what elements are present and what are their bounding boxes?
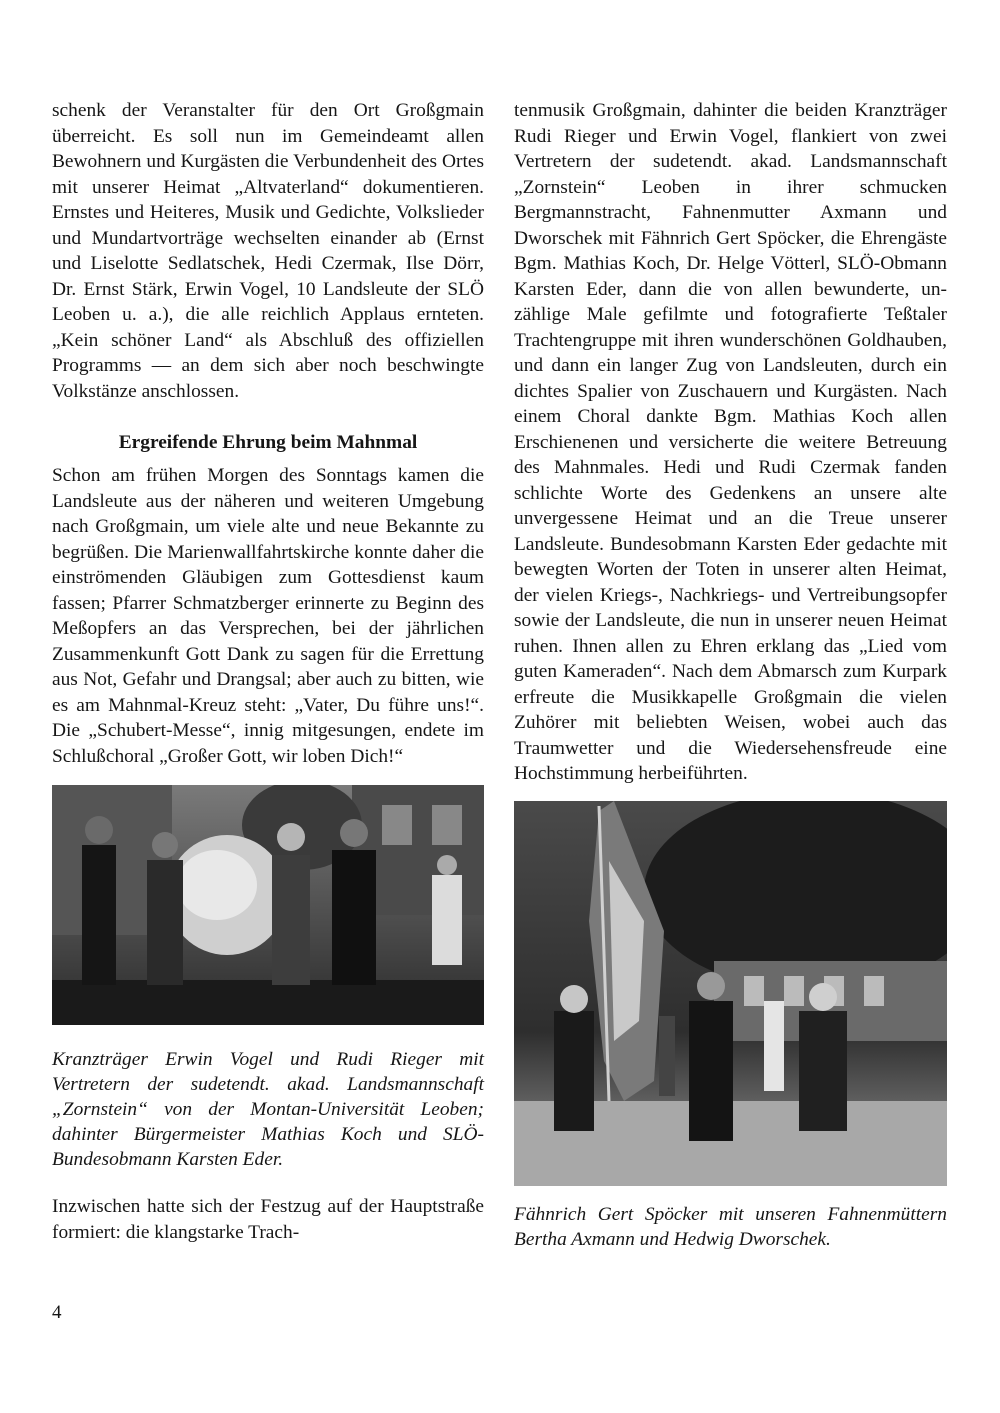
- photo-wreath-bearers: [52, 785, 484, 1025]
- left-column: [52, 98, 484, 1245]
- right-column: [514, 98, 947, 1252]
- left-paragraph-1: schenk der Veranstalter für den Ort Großgmain überreicht. Es soll nun im Gemeindeamt allen Bewohnern und Kurgästen die Verbundenheit des Ortes mit unserer Heimat „Altvaterland“ dokumentieren. Ernstes und Heiteres, Musik und Gedichte, Volkslieder und Mundartvorträge wechselten einander ab (Ernst und Liselotte Sedlatschek, Hedi Czermak, Ilse Dörr, Dr. Ernst Stärk, Erwin Vogel, 10 Landsleute der SLÖ Leoben u. a.), die alle reichlich Applaus ernteten. „Kein schöner Land“ als Abschluß des offiziellen Programms — an dem sich aber noch beschwingte Volkstänze anschlossen.: [52, 100, 484, 402]
- left-paragraph-3: Inzwischen hatte sich der Festzug auf der Hauptstraße formiert: die klangstarke Trach-: [52, 1196, 484, 1243]
- flag-bearer-illustration: [514, 801, 947, 1186]
- left-paragraph-2: Schon am frühen Morgen des Sonntags kamen die Landsleute aus der näheren und weiteren Umgebung nach Großgmain, um viele alte und neue Bekannte zu begrüßen. Die Marienwallfahrtskirche konnte daher die einströmenden Gläubigen zum Gottesdienst kaum fassen; Pfarrer Schmatzberger erinnerte zu Beginn des Meßopfers an das Versprechen, bei der jährlichen Zusammenkunft Gott Dank zu sagen für die Errettung aus Not, Gefahr und Drangsal; aber auch zu bitten, wie es am Mahnmal-Kreuz steht: „Vater, Du führe uns!“. Die „Schubert-Messe“, innig mitgesungen, endete im Schlußchoral „Großer Gott, wir loben Dich!“: [52, 465, 484, 767]
- left-photo-caption: Kranzträger Erwin Vogel und Rudi Rieger mit Vertretern der sudetendt. akad. Landsmannschaft „Zornstein“ von der Montan-Universität Leoben; dahinter Bürgermeister Mathias Koch und SLÖ-Bundesobmann Karsten Eder.: [52, 1049, 484, 1170]
- right-photo-caption: Fähnrich Gert Spöcker mit unseren Fahnenmüttern Bertha Axmann und Hedwig Dworschek.: [514, 1203, 947, 1250]
- wreath-bearers-illustration: [52, 785, 484, 1025]
- right-paragraph-1: tenmusik Großgmain, dahinter die beiden Kranzträger Rudi Rieger und Erwin Vogel, flankiert von zwei Vertretern der sudetendt. akad. Landsmannschaft „Zornstein“ Leoben in ihrer schmucken Bergmannstracht, Fahnenmutter Axmann und Dworschek mit Fähnrich Gert Spöcker, die Ehrengäste Bgm. Mathias Koch, Dr. Helge Vötterl, SLÖ-Obmann Karsten Eder, dann die von allen bewunderte, unzählige Male gefilmte und fotografierte Teßtaler Trachtengruppe mit ihren wunderschönen Goldhauben, und dann ein langer Zug von Landsleuten, durch ein dichtes Spalier von Zuschauern und Kurgästen. Nach einem Choral dankte Bgm. Mathias Koch allen Erschienenen und versicherte die weitere Betreuung des Mahnmales. Hedi und Rudi Czermak fanden schlichte Worte des Gedenkens an unsere alte unvergessene Heimat und an die Treue unserer Landsleute. Bundesobmann Karsten Eder gedachte mit bewegten Worten der Toten in unserer alten Heimat, der vielen Kriegs-, Nachkriegs- und Vertreibungsopfer sowie der Landsleute, die nun in unserer neuen Heimat ruhen. Ihnen allen zu Ehren erklang das „Lied vom guten Kameraden“. Nach dem Abmarsch zum Kurpark erfreute die Musikkapelle Großgmain die vielen Zuhörer mit beliebten Weisen, wobei auch das Traumwetter und die Wiedersehensfreude eine Hochstimmung herbeiführten.: [514, 100, 947, 784]
- photo-flag-bearer: [514, 801, 947, 1186]
- section-heading: Ergreifende Ehrung beim Mahnmal: [118, 432, 418, 453]
- page-number: 4: [52, 1302, 62, 1323]
